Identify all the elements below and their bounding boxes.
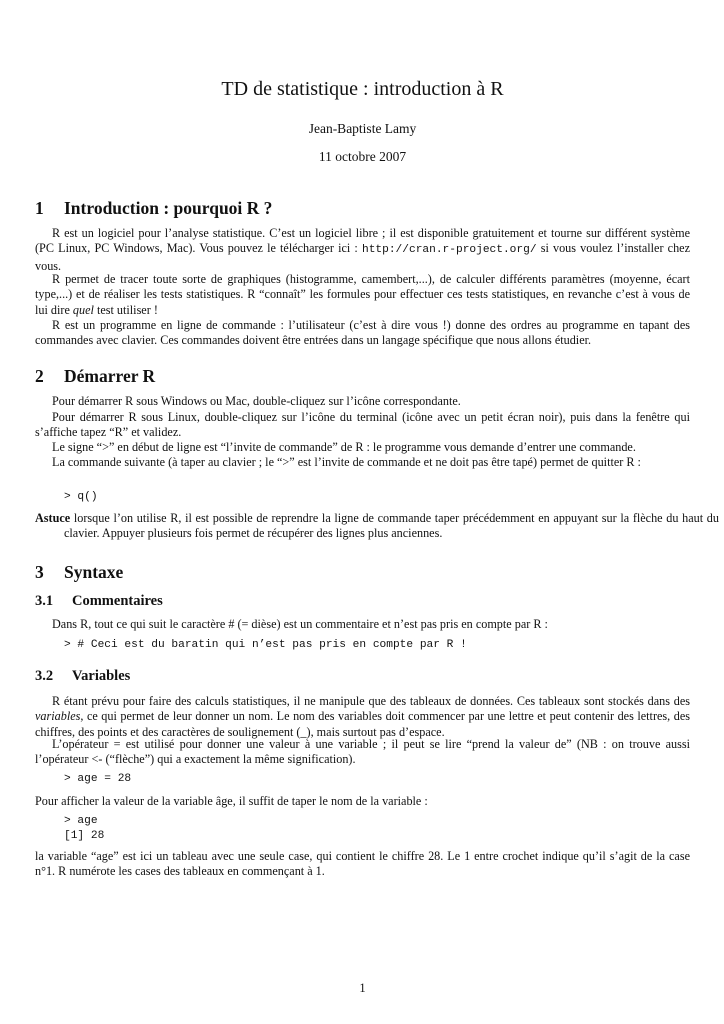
paragraph: Le signe “>” en début de ligne est “l’invite de commande” de R : le programme vous demande d’entrer une commande. — [52, 440, 636, 454]
subsection-3-1-heading — [35, 593, 163, 610]
section-title: Syntaxe — [64, 562, 124, 582]
section-1-heading — [35, 198, 272, 219]
section-3-heading — [35, 562, 123, 583]
paragraph: Pour démarrer R sous Windows ou Mac, double-cliquez sur l’icône correspondante. — [52, 394, 461, 408]
subsection-title: Variables — [72, 668, 131, 684]
code-block: > q() — [64, 491, 98, 503]
paragraph: Pour démarrer R sous Linux, double-cliquez sur l’icône du terminal (icône avec un petit écran noir), puis dans la fenêtre qui s’affiche tapez “R” et validez. — [35, 410, 690, 440]
code-block: > # Ceci est du baratin qui n’est pas pris en compte par R ! — [64, 639, 467, 651]
section-title: Introduction : pourquoi R ? — [64, 198, 273, 218]
tip-label: Astuce — [35, 511, 71, 525]
paragraph: la variable “age” est ici un tableau avec une seule case, qui contient le chiffre 28. Le 1 entre crochet indique qu’il s’agit de la case n°1. R numérote les cases des tableaux en commençant à 1. — [35, 849, 690, 879]
subsection-title: Commentaires — [72, 593, 163, 609]
paragraph: Pour afficher la valeur de la variable âge, il suffit de taper le nom de la variable : — [35, 794, 428, 808]
section-number: 1 — [35, 198, 44, 218]
document-date: 11 octobre 2007 — [318, 149, 407, 164]
cran-link[interactable]: http://cran.r-project.org/ — [361, 244, 537, 257]
section-title: Démarrer R — [64, 366, 156, 386]
paragraph: R permet de tracer toute sorte de graphiques (histogramme, camembert,...), de calculer différents paramètres (moyenne, écart type,...) et de réaliser les tests statistiques. R “connaît” les formules pour effectuer ces tests statistiques, en revanche c’est à vous de lui dire quel test utiliser ! — [35, 272, 690, 317]
section-2-heading — [35, 366, 155, 387]
subsection-number: 3.1 — [35, 593, 54, 609]
code-block: > age = 28 — [64, 773, 132, 785]
paragraph: R étant prévu pour faire des calculs statistiques, il ne manipule que des tableaux de données. Ces tableaux sont stockés dans des variables, ce qui permet de leur donner un nom. Le nom des variables doit commencer par une lettre et peut contenir des lettres, des chiffres, des points et des caractères de soulignement (_), mais surtout pas d’espace. — [35, 694, 690, 739]
paragraph: R est un programme en ligne de commande : l’utilisateur (c’est à dire vous !) donne des ordres au programme en tapant des commandes avec clavier. Ces commandes doivent être entrées dans un langage spécifique que nous allons étudier. — [35, 318, 690, 348]
section-number: 3 — [35, 562, 44, 582]
paragraph: La commande suivante (à taper au clavier ; le “>” est l’invite de commande et ne doit pas être tapé) permet de quitter R : — [52, 455, 641, 469]
paragraph: R est un logiciel pour l’analyse statistique. C’est un logiciel libre ; il est disponible gratuitement et tourne sur différent système (PC Linux, PC Windows, Mac). Vous pouvez le télécharger ici : http://cran.r-project.org/ si vous voulez l’installer chez vous. — [35, 226, 690, 273]
subsection-number: 3.2 — [35, 668, 54, 684]
tip-paragraph: Astuce lorsque l’on utilise R, il est possible de reprendre la ligne de commande taper précédemment en appuyant sur la flèche du haut du clavier. Appuyer plusieurs fois permet de récupérer des lignes plus anciennes. — [35, 511, 719, 541]
page-number: 1 — [359, 981, 366, 995]
paragraph: Dans R, tout ce qui suit le caractère # (= dièse) est un commentaire et n’est pas pris en compte par R : — [52, 617, 548, 631]
subsection-3-2-heading — [35, 668, 130, 685]
paragraph: L’opérateur = est utilisé pour donner une valeur à une variable ; il peut se lire “prend la valeur de” (NB : on trouve aussi l’opérateur <- (“flèche”) qui a exactement la même signification). — [35, 737, 690, 767]
document-title: TD de statistique : introduction à R — [221, 78, 504, 100]
document-author: Jean-Baptiste Lamy — [308, 121, 417, 136]
section-number: 2 — [35, 366, 44, 386]
code-block: > age [1] 28 — [64, 815, 105, 842]
